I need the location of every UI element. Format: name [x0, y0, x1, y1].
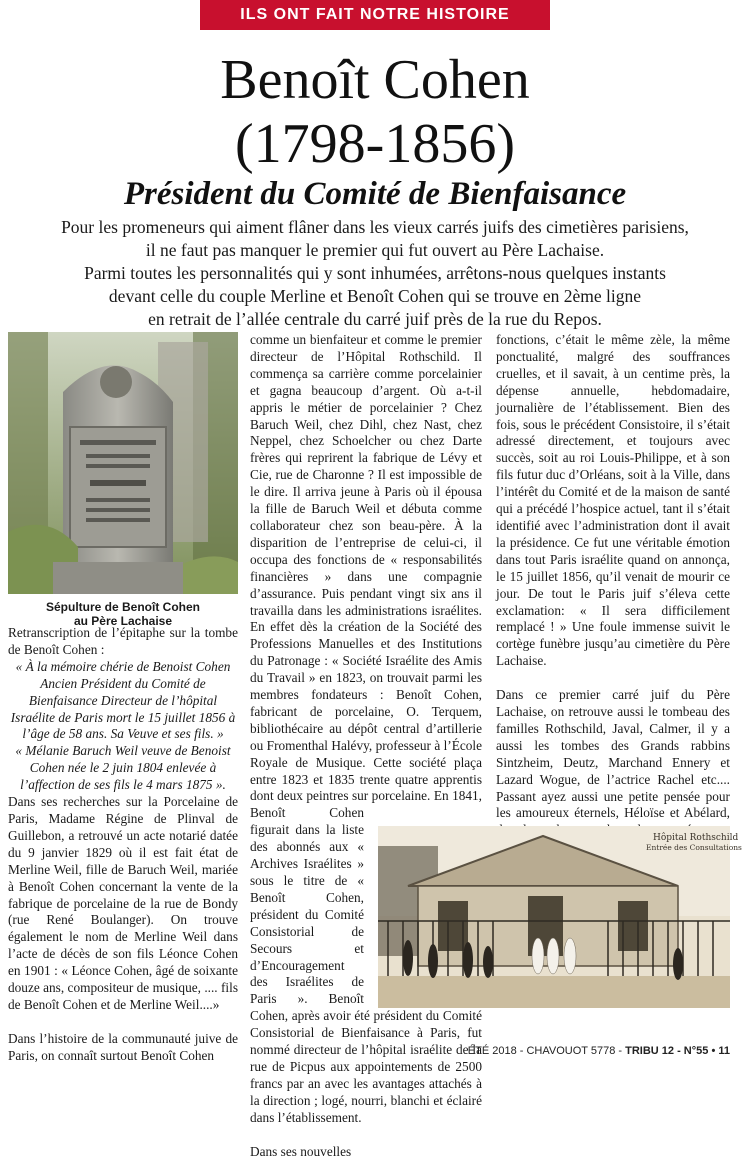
paragraph: Dans ses nouvelles: [250, 1143, 352, 1159]
paragraph: fonctions, c’était le même zèle, la même ponctualité, malgré des souffrances cruelles, et il savait, à un centime près, la dépense annuelle, hebdomadaire, journalière de l’établissement. Bien des fois, sous le précédent Consistoire, il s’était adressé directement, et toujours avec succès, soit au roi Louis-Philippe, et à son fils futur duc d’Orléans, soit à la Ville, dans l’intérêt du Comité et de la maison de santé qui a précédé l’hospice actuel, tant il s’était identifié avec l’administration dont il avait la présidence. Ce fut une véritable émotion dans tout Paris israélite quand on annonça, le 15 juillet 1856, qu’il venait de mourir ce jour. De tout le Paris juif s’éleva cette exclamation: « Il sera difficilement remplacé ! » Une foule immense suivit le cortège funèbre jusqu’au cimetière du Père Lachaise.: [496, 332, 730, 669]
title-name: Benoît Cohen: [220, 49, 530, 111]
lead-line: en retrait de l’allée centrale du carré juif près de la rue du Repos.: [148, 309, 602, 329]
hospital-sign: Hôpital Rothschild: [653, 833, 739, 843]
page-footer: ÉTÉ 2018 - CHAVOUOT 5778 - TRIBU 12 - N°55 • 11: [467, 1045, 730, 1057]
article-lead: [14, 216, 736, 331]
photo-caption: [8, 600, 238, 628]
paragraph: Retranscription de l’épitaphe sur la tombe de Benoît Cohen :: [8, 625, 238, 657]
footer-magazine: TRIBU 12 - N°55: [625, 1045, 709, 1057]
section-rubric: ILS ONT FAIT NOTRE HISTOIRE: [200, 0, 550, 30]
paragraph: Dans ce premier carré juif du Père Lachaise, on retrouve aussi le tombeau des familles Rothschild, Javal, Calmer, il y a aussi les tombes des Grands rabbins Sintzheim, Deutz, Marchand Ennery et Lazard Wogue, de l’actrice Rachel etc.... Passant ayez aussi une petite pensée pour les amoureux éternels, Héloïse et Abélard,: [496, 687, 730, 821]
hospital-sign-sub: Entrée des Consultations: [646, 843, 742, 852]
article-column-2: [250, 332, 482, 1161]
paragraph: Dans ses recherches sur la Porcelaine de Paris, Madame Régine de Plinval de Guillebon, a retrouvé un acte notarié datée du 9 janvier 1829 où il est fait état de Merline Weil, fille de Baruch Weil, mariée à Benoît Cohen concernant la vente de la fabrique de porcelaine de la rue de Bondy (rue René Boulanger). On trouve également le nom de Merline Weil dans l’acte de décès de son fils Léonce Cohen en 1901 : « Léonce Cohen, âgé de soixante douze ans, compositeur de musique, .... fils de Benoît Cohen et de Merline Weil....»: [8, 794, 238, 1012]
article-title: [0, 49, 750, 175]
lead-line: Parmi toutes les personnalités qui y sont inhumées, arrêtons-nous quelques instants: [84, 263, 666, 283]
paragraph: Dans l’histoire de la communauté juive de Paris, on connaît surtout Benoît Cohen: [8, 1030, 238, 1063]
epitaph: « À la mémoire chérie de Benoist Cohen Ancien Président du Comité de Bienfaisance Directeur de l’hôpital Israélite de Paris mort le 15 juillet 1856 à l’âge de 58 ans. Sa Veuve et ses fils. »: [10, 658, 236, 742]
footer-issue: ÉTÉ 2018 - CHAVOUOT 5778: [467, 1045, 616, 1057]
caption-line: au Père Lachaise: [73, 614, 173, 628]
epitaph: « Mélanie Baruch Weil veuve de Benoist Cohen née le 2 juin 1804 enlevée à l’affection de ses fils le 4 mars 1875 ».: [15, 743, 231, 793]
footer-page-number: 11: [718, 1045, 730, 1057]
lead-line: Pour les promeneurs qui aiment flâner dans les vieux carrés juifs des cimetières parisiens,: [61, 217, 689, 237]
grave-photo: [8, 332, 238, 594]
article-subtitle: Président du Comité de Bienfaisance: [123, 176, 627, 212]
paragraph: comme un bienfaiteur et comme le premier directeur de l’Hôpital Rothschild. Il commença sa carrière comme porcelainier et gagna beaucoup d’argent. Où a-t-il appris le métier de porcelainier ? Chez Baruch Weil, chez Dihl, chez Nast, chez Neppel, chez Schoelcher ou chez Darte frères qui reprirent la fabrique de Lévy et Cie, rue de Charonne ? Il est impossible de le dire. Il arriva jeune à Paris où il épousa la fille de Baruch Weil et débuta comme collaborateur chez son beau-père. À la disparition de l’entreprise de celui-ci, il occupa des fonctions de « responsabilités financières » dans une compagnie d’assurance. Puis pendant vingt six ans il travailla dans les administrations israélites. En effet dès la création de la Société des Professions Manuelles et des Institutions du Patronage : « Société Israélite des Amis du Travail » en 1823, on trouvait parmi les membres fondateurs : Benoît Cohen, fabricant de porcelaine, O. Terquem, bibliothécaire au dépôt central d’artillerie ou Fromenthal Halévy, professeur à l’École Royale de Musique. Cette société plaça entre 1823 et 1835 trente quatre apprentis dont deux peintres sur porcelaine. En 1841, Benoît Cohen figurait dans la liste des abonnés aux « Archives Israélites » sous le titre de « Benoît Cohen, président du Comité Consistorial de Secours et d’Encouragement des Israélites de Paris ». Benoît Cohen, après avoir été président du Comité Consistorial de Bienfaisance à Paris, fut nommé directeur de l’hôpital israélite de la rue de Picpus aux appointements de 2500 francs par an avec les avantages attachés à la direction ; logé, nourri, blanchi et éclairé dans l’établissement.: [250, 332, 482, 1125]
article-column-3: [496, 332, 730, 873]
hospital-photo: [378, 826, 742, 1008]
caption-line: Sépulture de Benoît Cohen: [45, 600, 200, 614]
lead-line: il ne faut pas manquer le premier qui fut ouvert au Père Lachaise.: [145, 240, 605, 260]
article-column-1: [8, 625, 238, 1065]
title-dates: (1798-1856): [235, 113, 515, 175]
lead-line: devant celle du couple Merline et Benoît Cohen qui se trouve en 2ème ligne: [108, 286, 642, 306]
